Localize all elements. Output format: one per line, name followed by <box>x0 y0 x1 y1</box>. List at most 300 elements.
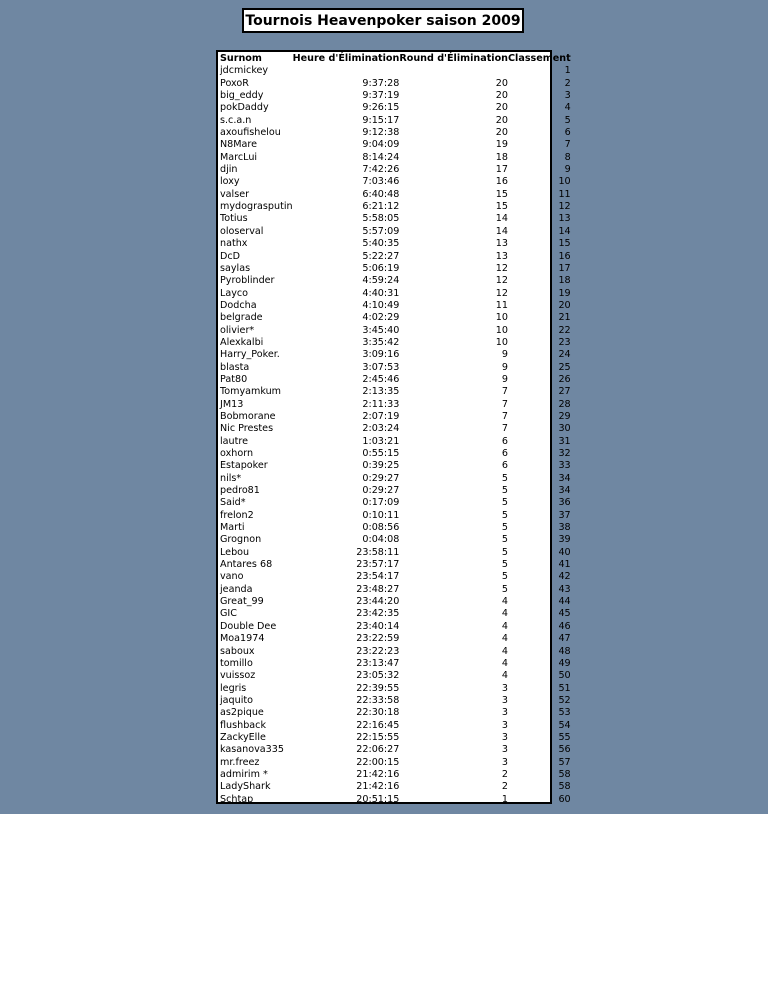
table-header-row <box>220 52 571 65</box>
ranking-cell: 36 <box>558 497 571 509</box>
player-name-cell: belgrade <box>220 312 263 324</box>
player-name-cell: jaquito <box>220 694 254 706</box>
elimination-time-cell: 0:55:15 <box>362 448 400 459</box>
ranking-cell: 31 <box>558 435 571 447</box>
elimination-time-cell: 9:37:19 <box>362 90 400 102</box>
elimination-round-cell: 4 <box>501 657 509 669</box>
elimination-time-cell: 9:26:15 <box>362 102 400 114</box>
player-name-cell: frelon2 <box>220 509 254 521</box>
table-row <box>220 251 571 263</box>
player-name-cell: loxy <box>220 176 240 188</box>
elimination-time-cell: 4:40:31 <box>362 287 400 299</box>
column-header-surnom: Surnom <box>220 53 262 64</box>
elimination-round-cell: 16 <box>495 176 509 188</box>
elimination-time-cell: 23:44:20 <box>356 596 400 608</box>
elimination-time-cell: 0:29:27 <box>362 485 400 497</box>
table-row <box>220 448 571 460</box>
player-name-cell: Said* <box>220 497 246 509</box>
table-row <box>220 337 571 349</box>
table-row <box>220 621 571 633</box>
ranking-cell: 53 <box>558 707 571 719</box>
elimination-round-cell: 6 <box>501 448 509 459</box>
ranking-cell: 52 <box>558 694 571 706</box>
elimination-time-cell: 0:10:11 <box>362 509 400 521</box>
table-row <box>220 152 571 164</box>
ranking-cell: 34 <box>558 485 571 497</box>
player-name-cell: Estapoker <box>220 460 268 472</box>
elimination-round-cell: 10 <box>495 312 509 324</box>
table-row <box>220 189 571 201</box>
ranking-cell: 23 <box>558 336 571 348</box>
ranking-cell: 4 <box>564 102 571 114</box>
ranking-cell: 18 <box>558 275 571 287</box>
elimination-time-cell: 23:22:23 <box>356 645 400 657</box>
ranking-cell: 1 <box>564 65 571 77</box>
elimination-round-cell: 3 <box>501 756 509 768</box>
elimination-round-cell: 7 <box>501 410 509 422</box>
table-row <box>220 695 571 707</box>
elimination-round-cell: 5 <box>501 472 509 484</box>
player-name-cell: saylas <box>220 262 251 274</box>
ranking-cell: 21 <box>558 312 571 324</box>
elimination-round-cell <box>399 65 508 77</box>
elimination-round-cell: 20 <box>495 114 509 126</box>
elimination-round-cell: 14 <box>495 225 509 237</box>
elimination-round-cell: 20 <box>495 127 509 139</box>
ranking-cell: 2 <box>564 77 571 89</box>
ranking-cell: 7 <box>564 139 571 151</box>
elimination-round-cell: 9 <box>501 361 509 373</box>
elimination-round-cell: 20 <box>495 90 509 102</box>
elimination-round-cell: 14 <box>495 213 509 225</box>
ranking-cell: 54 <box>558 719 571 731</box>
elimination-round-cell: 6 <box>501 435 509 447</box>
player-name-cell: mydograsputin <box>220 201 293 213</box>
table-row <box>220 658 571 670</box>
table-row <box>220 460 571 472</box>
elimination-round-cell: 17 <box>495 164 509 176</box>
player-name-cell: nils* <box>220 472 242 484</box>
ranking-cell: 10 <box>558 176 571 188</box>
elimination-time-cell: 4:02:29 <box>362 312 400 324</box>
elimination-time-cell: 9:37:28 <box>362 77 400 89</box>
table-row <box>220 127 571 139</box>
table-row <box>220 646 571 658</box>
player-name-cell: Grognon <box>220 534 262 546</box>
ranking-cell: 44 <box>558 596 571 608</box>
table-row <box>220 497 571 509</box>
ranking-cell: 19 <box>558 287 571 299</box>
player-name-cell: lautre <box>220 435 249 447</box>
table-row <box>220 769 571 781</box>
column-header-heure: Heure d'Élimination <box>292 53 400 64</box>
elimination-round-cell: 5 <box>501 509 509 521</box>
elimination-round-cell: 5 <box>501 571 509 583</box>
column-header-round: Round d'Élimination <box>399 53 509 64</box>
elimination-round-cell: 13 <box>495 238 509 250</box>
table-row <box>220 534 571 546</box>
ranking-cell: 45 <box>558 608 571 620</box>
ranking-cell: 43 <box>558 583 571 595</box>
player-name-cell: as2pique <box>220 707 264 719</box>
player-name-cell: Layco <box>220 287 249 299</box>
player-name-cell: s.c.a.n <box>220 114 252 126</box>
elimination-time-cell: 4:10:49 <box>362 299 400 311</box>
elimination-round-cell: 4 <box>501 608 509 620</box>
ranking-cell: 16 <box>558 250 571 262</box>
player-name-cell: DcD <box>220 250 241 262</box>
elimination-time-cell: 22:16:45 <box>356 719 400 731</box>
player-name-cell: oxhorn <box>220 448 254 459</box>
table-row <box>220 707 571 719</box>
table-row <box>220 164 571 176</box>
ranking-cell: 17 <box>558 262 571 274</box>
ranking-cell: 8 <box>564 151 571 163</box>
elimination-round-cell: 5 <box>501 583 509 595</box>
player-name-cell: legris <box>220 682 247 694</box>
elimination-round-cell: 3 <box>501 682 509 694</box>
ranking-cell: 58 <box>558 768 571 780</box>
player-name-cell: olivier* <box>220 324 255 336</box>
elimination-round-cell: 10 <box>495 336 509 348</box>
elimination-time-cell: 0:17:09 <box>362 497 400 509</box>
elimination-round-cell: 12 <box>495 275 509 287</box>
table-row <box>220 300 571 312</box>
ranking-cell: 24 <box>558 349 571 361</box>
elimination-time-cell <box>293 65 400 77</box>
elimination-time-cell: 9:04:09 <box>362 139 400 151</box>
elimination-time-cell: 2:11:33 <box>362 398 400 410</box>
player-name-cell: JM13 <box>220 398 244 410</box>
player-name-cell: GIC <box>220 608 237 620</box>
elimination-time-cell: 23:48:27 <box>356 583 400 595</box>
ranking-cell: 29 <box>558 410 571 422</box>
ranking-cell: 55 <box>558 731 571 743</box>
player-name-cell: Moa1974 <box>220 633 265 645</box>
ranking-cell: 30 <box>558 423 571 435</box>
table-row <box>220 720 571 732</box>
page-title-text: Tournois Heavenpoker saison 2009 <box>245 12 521 29</box>
player-name-cell: nathx <box>220 238 248 250</box>
ranking-cell: 47 <box>558 633 571 645</box>
elimination-round-cell: 3 <box>501 719 509 731</box>
player-name-cell: valser <box>220 188 250 200</box>
elimination-round-cell: 12 <box>495 262 509 274</box>
player-name-cell: big_eddy <box>220 90 264 102</box>
elimination-round-cell: 1 <box>501 793 509 805</box>
table-row <box>220 633 571 645</box>
elimination-time-cell: 23:58:11 <box>356 546 400 558</box>
elimination-time-cell: 0:08:56 <box>362 522 400 534</box>
table-body <box>220 65 571 806</box>
ranking-cell: 22 <box>558 324 571 336</box>
table-row <box>220 436 571 448</box>
player-name-cell: djin <box>220 164 238 176</box>
ranking-cell: 41 <box>558 559 571 571</box>
player-name-cell: Double Dee <box>220 620 277 632</box>
table-row <box>220 683 571 695</box>
player-name-cell: pokDaddy <box>220 102 269 114</box>
player-name-cell: Bobmorane <box>220 410 276 422</box>
elimination-time-cell: 22:39:55 <box>356 682 400 694</box>
player-name-cell: Dodcha <box>220 299 257 311</box>
elimination-time-cell: 3:45:40 <box>362 324 400 336</box>
elimination-time-cell: 3:35:42 <box>362 336 400 348</box>
elimination-time-cell: 3:07:53 <box>362 361 400 373</box>
ranking-cell: 27 <box>558 386 571 398</box>
ranking-cell: 56 <box>558 744 571 756</box>
player-name-cell: jdcmickey <box>220 65 269 77</box>
ranking-cell: 9 <box>564 164 571 176</box>
table-row <box>220 275 571 287</box>
table-row <box>220 102 571 114</box>
table-row <box>220 571 571 583</box>
player-name-cell: Schtap <box>220 793 254 805</box>
elimination-time-cell: 3:09:16 <box>362 349 400 361</box>
player-name-cell: mr.freez <box>220 756 260 768</box>
table-row <box>220 473 571 485</box>
elimination-round-cell: 15 <box>495 201 509 213</box>
table-row <box>220 732 571 744</box>
player-name-cell: N8Mare <box>220 139 258 151</box>
elimination-time-cell: 5:58:05 <box>362 213 400 225</box>
table-row <box>220 238 571 250</box>
player-name-cell: kasanova335 <box>220 744 284 756</box>
elimination-time-cell: 0:29:27 <box>362 472 400 484</box>
elimination-round-cell: 5 <box>501 497 509 509</box>
elimination-round-cell: 3 <box>501 694 509 706</box>
ranking-cell: 20 <box>558 299 571 311</box>
elimination-round-cell: 2 <box>501 768 509 780</box>
elimination-time-cell: 23:40:14 <box>356 620 400 632</box>
elimination-time-cell: 5:57:09 <box>362 225 400 237</box>
table-row <box>220 485 571 497</box>
player-name-cell: admirim * <box>220 768 268 780</box>
elimination-time-cell: 2:13:35 <box>362 386 400 398</box>
elimination-time-cell: 5:22:27 <box>362 250 400 262</box>
ranking-cell: 51 <box>558 682 571 694</box>
ranking-cell: 28 <box>558 398 571 410</box>
elimination-round-cell: 9 <box>501 373 509 385</box>
elimination-time-cell: 23:54:17 <box>356 571 400 583</box>
ranking-cell: 40 <box>558 546 571 558</box>
table-row <box>220 522 571 534</box>
elimination-round-cell: 20 <box>495 77 509 89</box>
elimination-time-cell: 2:07:19 <box>362 410 400 422</box>
elimination-round-cell: 5 <box>501 534 509 546</box>
elimination-time-cell: 23:05:32 <box>356 670 400 682</box>
table-row <box>220 510 571 522</box>
ranking-cell: 3 <box>564 90 571 102</box>
table-row <box>220 559 571 571</box>
table-row <box>220 362 571 374</box>
elimination-time-cell: 22:00:15 <box>356 756 400 768</box>
elimination-round-cell: 7 <box>501 386 509 398</box>
player-name-cell: PoxoR <box>220 77 249 89</box>
player-name-cell: tomillo <box>220 657 253 669</box>
player-name-cell: ZackyElle <box>220 731 266 743</box>
table-row <box>220 757 571 769</box>
elimination-round-cell: 19 <box>495 139 509 151</box>
player-name-cell: pedro81 <box>220 485 260 497</box>
ranking-cell: 46 <box>558 620 571 632</box>
elimination-time-cell: 4:59:24 <box>362 275 400 287</box>
ranking-cell: 11 <box>558 188 571 200</box>
elimination-time-cell: 20:51:15 <box>356 793 400 805</box>
elimination-time-cell: 22:15:55 <box>356 731 400 743</box>
table-row <box>220 584 571 596</box>
ranking-table <box>220 52 571 806</box>
player-name-cell: Tomyamkum <box>220 386 282 398</box>
elimination-round-cell: 4 <box>501 596 509 608</box>
ranking-cell: 25 <box>558 361 571 373</box>
elimination-time-cell: 21:42:16 <box>356 768 400 780</box>
ranking-cell: 42 <box>558 571 571 583</box>
table-row <box>220 288 571 300</box>
table-row <box>220 349 571 361</box>
player-name-cell: Nic Prestes <box>220 423 274 435</box>
ranking-cell: 12 <box>558 201 571 213</box>
player-name-cell: Antares 68 <box>220 559 273 571</box>
elimination-round-cell: 3 <box>501 707 509 719</box>
elimination-time-cell: 6:40:48 <box>362 188 400 200</box>
elimination-round-cell: 7 <box>501 398 509 410</box>
player-name-cell: Great_99 <box>220 596 264 608</box>
ranking-cell: 60 <box>558 793 571 805</box>
ranking-cell: 49 <box>558 657 571 669</box>
table-row <box>220 596 571 608</box>
table-row <box>220 781 571 793</box>
elimination-round-cell: 13 <box>495 250 509 262</box>
table-row <box>220 115 571 127</box>
elimination-round-cell: 5 <box>501 485 509 497</box>
elimination-round-cell: 10 <box>495 324 509 336</box>
elimination-round-cell: 2 <box>501 781 509 793</box>
table-row <box>220 312 571 324</box>
ranking-cell: 33 <box>558 460 571 472</box>
player-name-cell: axoufishelou <box>220 127 281 139</box>
page-title <box>242 8 524 33</box>
elimination-time-cell: 6:21:12 <box>362 201 400 213</box>
table-row <box>220 65 571 77</box>
player-name-cell: Pat80 <box>220 373 248 385</box>
ranking-cell: 5 <box>564 114 571 126</box>
ranking-cell: 32 <box>558 448 571 459</box>
elimination-round-cell: 3 <box>501 744 509 756</box>
column-header-classement: Classement <box>508 53 571 64</box>
table-row <box>220 670 571 682</box>
elimination-time-cell: 23:57:17 <box>356 559 400 571</box>
elimination-time-cell: 9:15:17 <box>362 114 400 126</box>
elimination-time-cell: 0:39:25 <box>362 460 400 472</box>
player-name-cell: oloserval <box>220 225 264 237</box>
elimination-time-cell: 2:45:46 <box>362 373 400 385</box>
player-name-cell: Harry_Poker. <box>220 349 280 361</box>
elimination-round-cell: 6 <box>501 460 509 472</box>
ranking-cell: 37 <box>558 509 571 521</box>
table-row <box>220 411 571 423</box>
elimination-round-cell: 4 <box>501 633 509 645</box>
elimination-round-cell: 5 <box>501 546 509 558</box>
player-name-cell: saboux <box>220 645 255 657</box>
elimination-time-cell: 7:42:26 <box>362 164 400 176</box>
elimination-round-cell: 4 <box>501 670 509 682</box>
table-row <box>220 423 571 435</box>
player-name-cell: Alexkalbi <box>220 336 264 348</box>
elimination-time-cell: 0:04:08 <box>362 534 400 546</box>
ranking-cell: 34 <box>558 472 571 484</box>
elimination-time-cell: 22:33:58 <box>356 694 400 706</box>
player-name-cell: MarcLui <box>220 151 258 163</box>
ranking-cell: 50 <box>558 670 571 682</box>
player-name-cell: flushback <box>220 719 267 731</box>
ranking-cell: 57 <box>558 756 571 768</box>
table-row <box>220 226 571 238</box>
elimination-time-cell: 9:12:38 <box>362 127 400 139</box>
elimination-time-cell: 23:22:59 <box>356 633 400 645</box>
table-row <box>220 213 571 225</box>
elimination-time-cell: 1:03:21 <box>362 435 400 447</box>
elimination-time-cell: 23:42:35 <box>356 608 400 620</box>
table-row <box>220 176 571 188</box>
table-row <box>220 744 571 756</box>
elimination-round-cell: 15 <box>495 188 509 200</box>
table-row <box>220 201 571 213</box>
elimination-round-cell: 18 <box>495 151 509 163</box>
elimination-time-cell: 22:30:18 <box>356 707 400 719</box>
elimination-round-cell: 3 <box>501 731 509 743</box>
elimination-round-cell: 9 <box>501 349 509 361</box>
elimination-round-cell: 7 <box>501 423 509 435</box>
ranking-cell: 39 <box>558 534 571 546</box>
table-row <box>220 399 571 411</box>
ranking-table-container <box>216 50 571 805</box>
ranking-cell: 6 <box>564 127 571 139</box>
ranking-cell: 48 <box>558 645 571 657</box>
elimination-time-cell: 2:03:24 <box>362 423 400 435</box>
ranking-cell: 58 <box>558 781 571 793</box>
table-row <box>220 78 571 90</box>
elimination-time-cell: 5:40:35 <box>362 238 400 250</box>
table-row <box>220 374 571 386</box>
ranking-cell: 38 <box>558 522 571 534</box>
elimination-time-cell: 7:03:46 <box>362 176 400 188</box>
ranking-cell: 15 <box>558 238 571 250</box>
ranking-cell: 26 <box>558 373 571 385</box>
player-name-cell: Lebou <box>220 546 250 558</box>
elimination-time-cell: 21:42:16 <box>356 781 400 793</box>
elimination-round-cell: 20 <box>495 102 509 114</box>
table-row <box>220 325 571 337</box>
table-row <box>220 794 571 806</box>
table-row <box>220 547 571 559</box>
ranking-cell: 13 <box>558 213 571 225</box>
player-name-cell: LadyShark <box>220 781 271 793</box>
elimination-time-cell: 8:14:24 <box>362 151 400 163</box>
table-row <box>220 608 571 620</box>
player-name-cell: vuissoz <box>220 670 256 682</box>
elimination-round-cell: 11 <box>495 299 509 311</box>
table-row <box>220 139 571 151</box>
ranking-cell: 14 <box>558 225 571 237</box>
player-name-cell: Totius <box>220 213 248 225</box>
player-name-cell: Pyroblinder <box>220 275 275 287</box>
player-name-cell: blasta <box>220 361 250 373</box>
elimination-time-cell: 23:13:47 <box>356 657 400 669</box>
player-name-cell: Marti <box>220 522 245 534</box>
player-name-cell: jeanda <box>220 583 253 595</box>
elimination-round-cell: 4 <box>501 645 509 657</box>
